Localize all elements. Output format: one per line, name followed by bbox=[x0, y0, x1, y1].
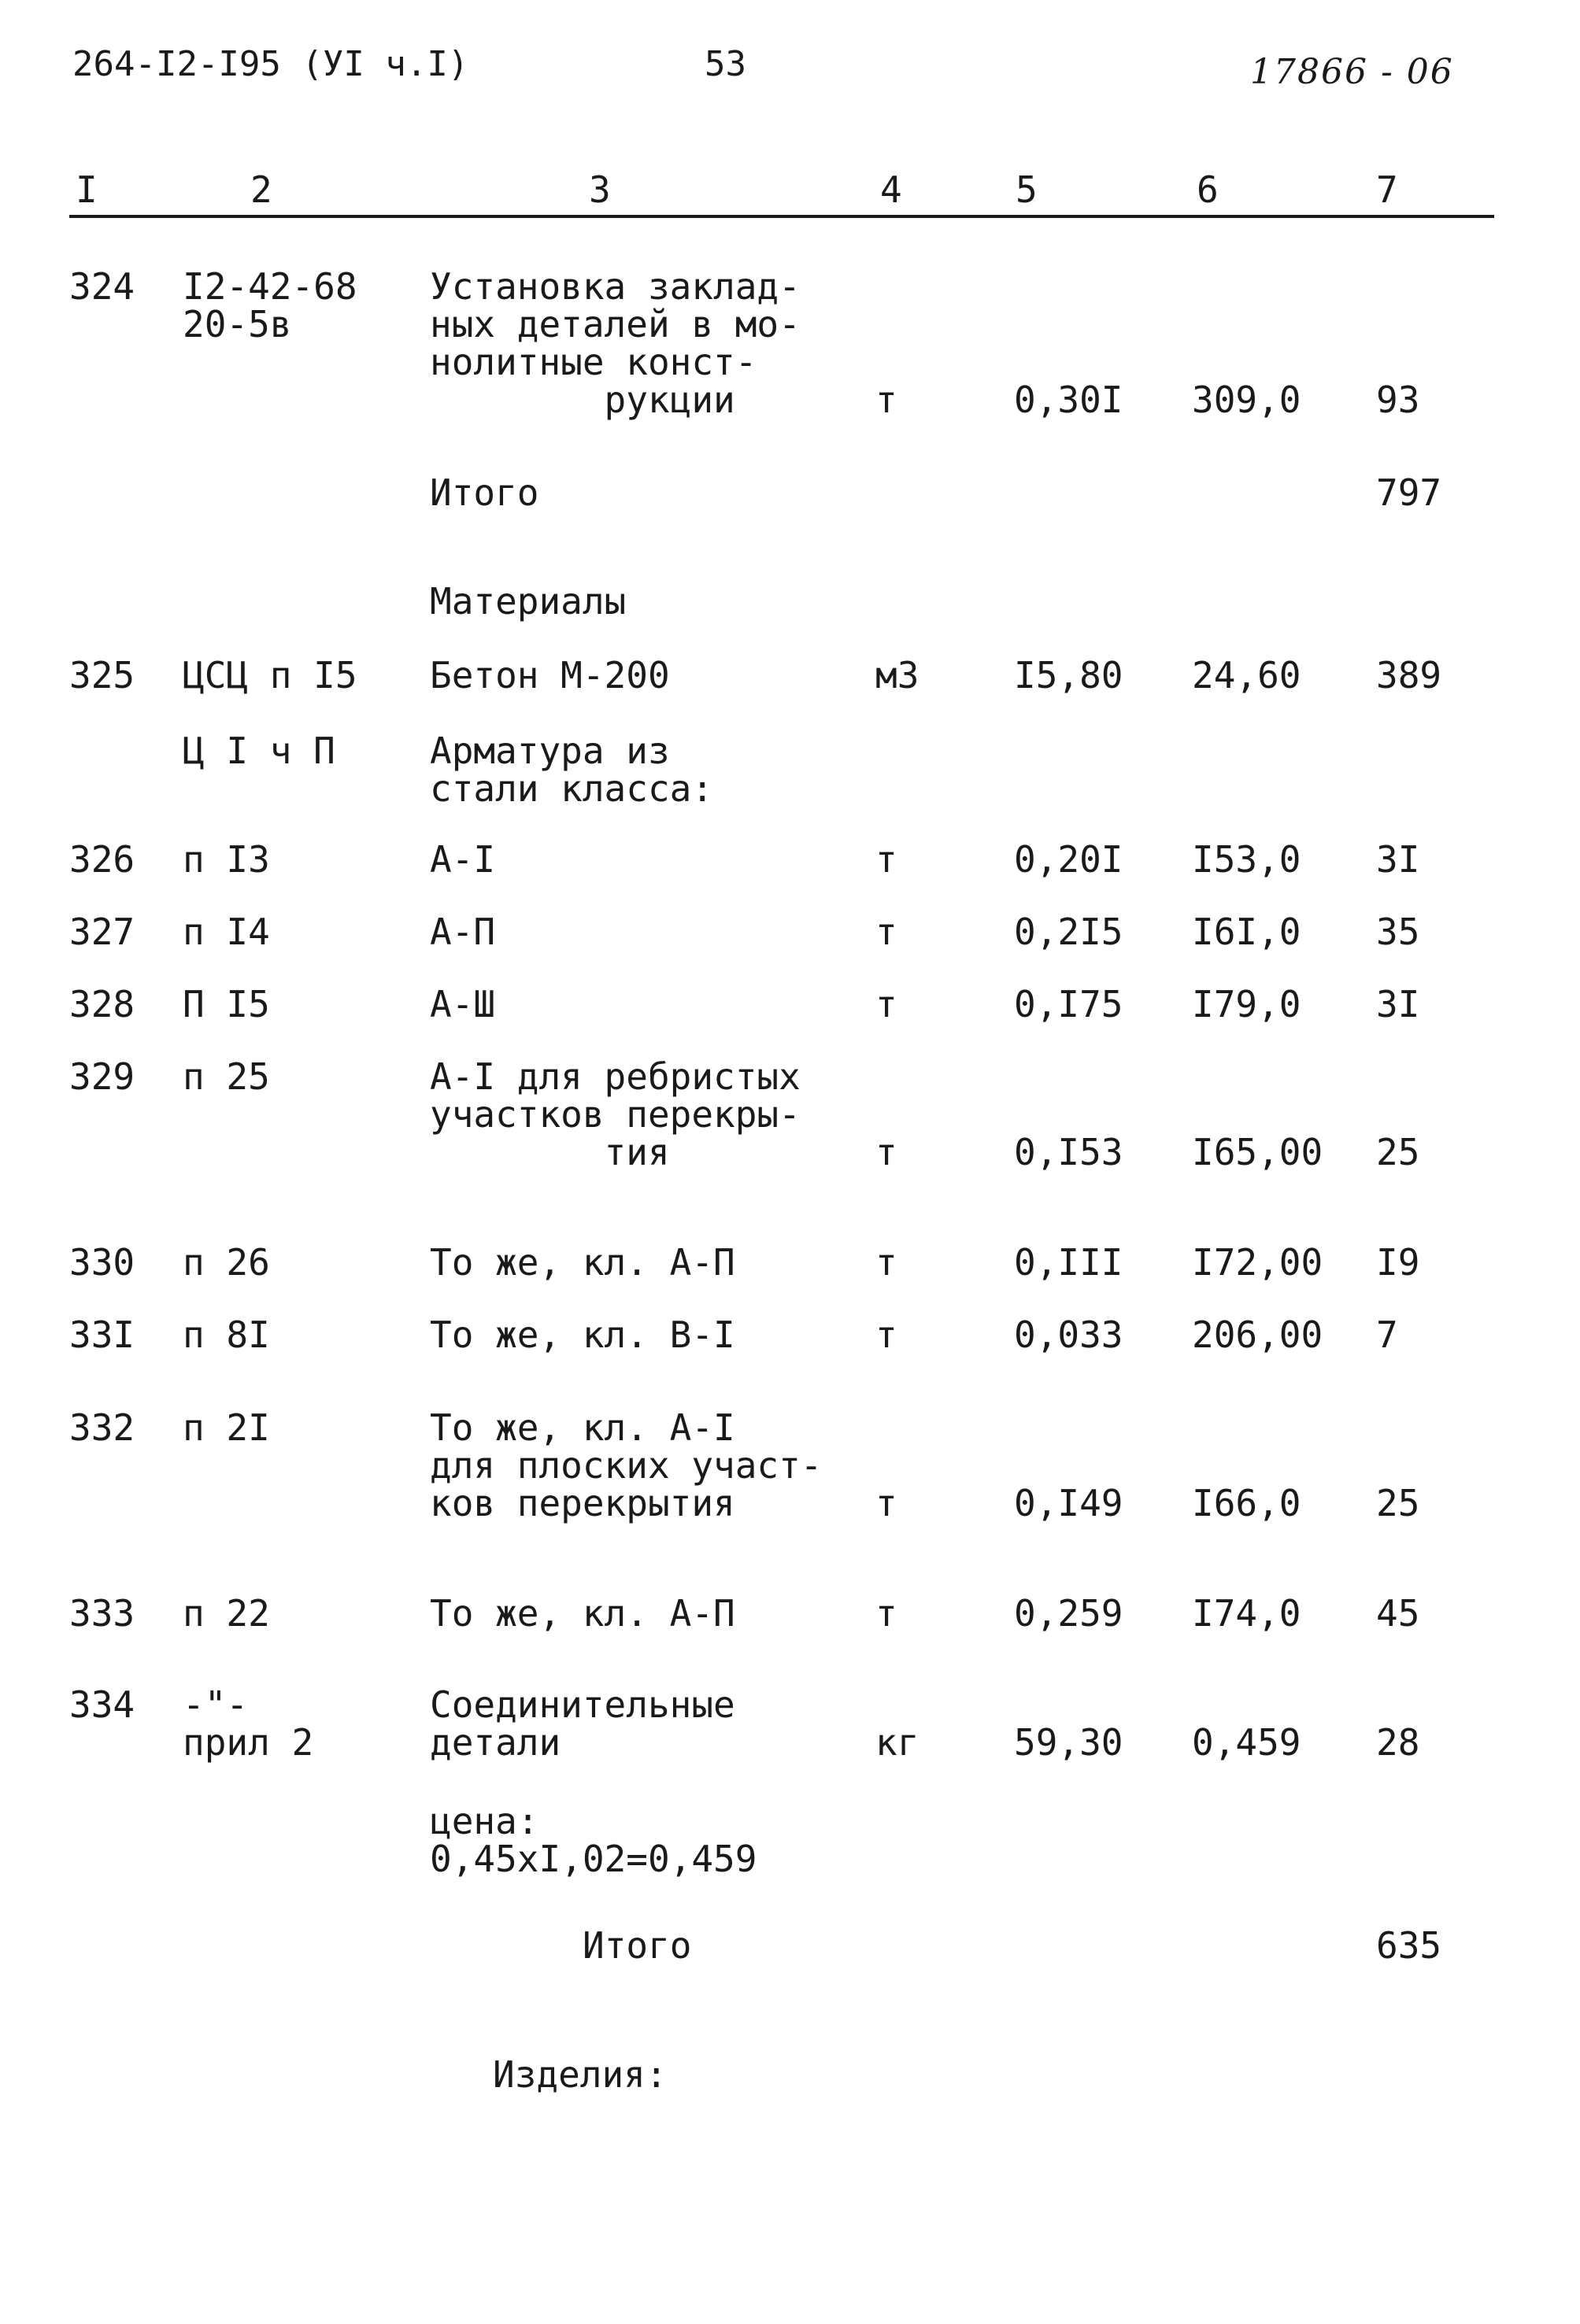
column-header-2: 2 bbox=[250, 168, 272, 211]
row-unit: т bbox=[875, 379, 897, 421]
row-total: 45 bbox=[1376, 1592, 1420, 1635]
row-price: I79,0 bbox=[1192, 983, 1301, 1025]
row-quantity: 0,30I bbox=[1014, 379, 1123, 421]
subtotal-value: 635 bbox=[1376, 1924, 1442, 1967]
row-unit: кг bbox=[875, 1721, 920, 1764]
row-number: 333 bbox=[69, 1592, 135, 1635]
row-total: 25 bbox=[1376, 1131, 1420, 1173]
row-unit: т bbox=[875, 1131, 897, 1173]
row-unit: т bbox=[875, 1313, 897, 1356]
row-price: I65,00 bbox=[1192, 1131, 1323, 1173]
row-price: 0,459 bbox=[1192, 1721, 1301, 1764]
row-number: 334 bbox=[69, 1683, 135, 1726]
row-number: 330 bbox=[69, 1241, 135, 1284]
subtotal-label: Итого bbox=[430, 471, 539, 514]
row-unit: м3 bbox=[875, 654, 920, 696]
row-code: п I3 bbox=[183, 838, 270, 881]
row-name: А-I bbox=[430, 838, 496, 881]
row-price: I72,00 bbox=[1192, 1241, 1323, 1284]
row-total: I9 bbox=[1376, 1241, 1420, 1284]
column-header-7: 7 bbox=[1376, 168, 1398, 211]
price-note: цена: 0,45хI,02=0,459 bbox=[430, 1800, 757, 1880]
row-number: 328 bbox=[69, 983, 135, 1025]
header-rule bbox=[69, 215, 1494, 218]
row-name: То же, кл. А-П bbox=[430, 1241, 735, 1284]
row-name: А-П bbox=[430, 911, 496, 953]
row-number: 329 bbox=[69, 1055, 135, 1098]
row-name: А-I для ребристых участков перекры- тия bbox=[430, 1055, 801, 1173]
row-number: 325 bbox=[69, 654, 135, 696]
row-price: 309,0 bbox=[1192, 379, 1301, 421]
row-price: I66,0 bbox=[1192, 1482, 1301, 1524]
row-price: I53,0 bbox=[1192, 838, 1301, 881]
row-price: I74,0 bbox=[1192, 1592, 1301, 1635]
row-total: 35 bbox=[1376, 911, 1420, 953]
group-heading: Арматура из стали класса: bbox=[430, 730, 714, 810]
row-code: п 2I bbox=[183, 1406, 270, 1449]
row-total: 389 bbox=[1376, 654, 1442, 696]
column-header-6: 6 bbox=[1197, 168, 1219, 211]
row-name: Установка заклад- ных деталей в мо- нолитные конст- рукции bbox=[430, 265, 801, 421]
row-name: То же, кл. А-I для плоских участ- ков перекрытия bbox=[430, 1406, 823, 1524]
section-heading-materials: Материалы bbox=[430, 580, 627, 623]
section-heading-products: Изделия: bbox=[493, 2053, 668, 2096]
row-name: То же, кл. А-П bbox=[430, 1592, 735, 1635]
row-quantity: I5,80 bbox=[1014, 654, 1123, 696]
row-total: 3I bbox=[1376, 838, 1420, 881]
row-unit: т bbox=[875, 911, 897, 953]
row-unit: т bbox=[875, 1241, 897, 1284]
row-code: -"- прил 2 bbox=[183, 1683, 314, 1764]
row-price: I6I,0 bbox=[1192, 911, 1301, 953]
row-quantity: 0,20I bbox=[1014, 838, 1123, 881]
row-code: ЦСЦ п I5 bbox=[183, 654, 357, 696]
column-header-4: 4 bbox=[880, 168, 902, 211]
row-code: I2-42-68 20-5в bbox=[183, 265, 357, 345]
row-quantity: 59,30 bbox=[1014, 1721, 1123, 1764]
row-name: А-Ш bbox=[430, 983, 496, 1025]
row-total: 93 bbox=[1376, 379, 1420, 421]
row-number: 332 bbox=[69, 1406, 135, 1449]
row-unit: т bbox=[875, 1482, 897, 1524]
row-number: 326 bbox=[69, 838, 135, 881]
row-name: Соединительные детали bbox=[430, 1683, 735, 1764]
row-name: Бетон М-200 bbox=[430, 654, 670, 696]
row-quantity: 0,2I5 bbox=[1014, 911, 1123, 953]
row-code: п 22 bbox=[183, 1592, 270, 1635]
row-code: п 8I bbox=[183, 1313, 270, 1356]
row-quantity: 0,III bbox=[1014, 1241, 1123, 1284]
row-total: 7 bbox=[1376, 1313, 1398, 1356]
row-price: 24,60 bbox=[1192, 654, 1301, 696]
row-unit: т bbox=[875, 983, 897, 1025]
row-quantity: 0,I53 bbox=[1014, 1131, 1123, 1173]
row-quantity: 0,I75 bbox=[1014, 983, 1123, 1025]
column-header-5: 5 bbox=[1016, 168, 1038, 211]
row-unit: т bbox=[875, 1592, 897, 1635]
row-code: п 25 bbox=[183, 1055, 270, 1098]
row-name: То же, кл. В-I bbox=[430, 1313, 735, 1356]
row-price: 206,00 bbox=[1192, 1313, 1323, 1356]
row-total: 3I bbox=[1376, 983, 1420, 1025]
row-total: 28 bbox=[1376, 1721, 1420, 1764]
row-code: П I5 bbox=[183, 983, 270, 1025]
column-header-3: 3 bbox=[589, 168, 611, 211]
row-number: 33I bbox=[69, 1313, 135, 1356]
row-number: 327 bbox=[69, 911, 135, 953]
row-code: п 26 bbox=[183, 1241, 270, 1284]
row-code: п I4 bbox=[183, 911, 270, 953]
page-number: 53 bbox=[705, 44, 746, 84]
handwritten-number: 17866 - 06 bbox=[1250, 52, 1454, 92]
row-quantity: 0,033 bbox=[1014, 1313, 1123, 1356]
row-quantity: 0,I49 bbox=[1014, 1482, 1123, 1524]
row-unit: т bbox=[875, 838, 897, 881]
document-code: 264-I2-I95 (УI ч.I) bbox=[72, 44, 469, 84]
subtotal-value: 797 bbox=[1376, 471, 1442, 514]
column-header-1: I bbox=[76, 168, 98, 211]
row-total: 25 bbox=[1376, 1482, 1420, 1524]
row-quantity: 0,259 bbox=[1014, 1592, 1123, 1635]
subtotal-label: Итого bbox=[583, 1924, 692, 1967]
row-number: 324 bbox=[69, 265, 135, 308]
row-code: Ц I ч П bbox=[183, 730, 335, 772]
